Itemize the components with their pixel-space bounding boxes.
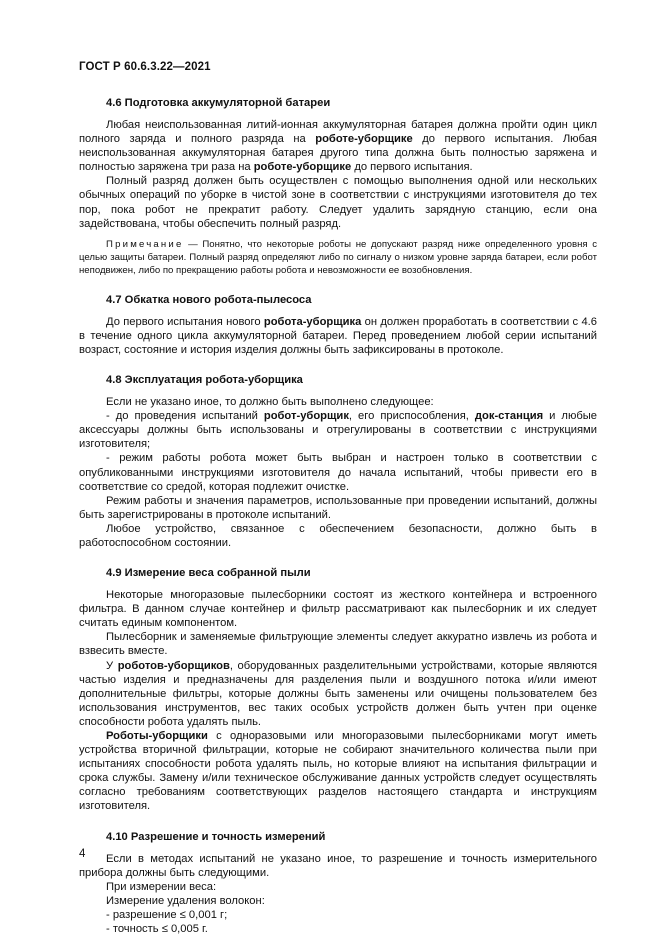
- document-code-header: ГОСТ Р 60.6.3.22—2021: [79, 61, 211, 73]
- paragraph: Если в методах испытаний не указано иное, то разрешение и точность измерительного прибора должны быть следующими.: [79, 852, 597, 879]
- section-4-6: [79, 96, 597, 277]
- paragraph: Измерение удаления волокон:: [106, 894, 265, 907]
- list-item: - точность ≤ 0,005 г.: [106, 923, 208, 936]
- paragraph: При измерении веса:: [106, 880, 217, 893]
- paragraph: Пылесборник и заменяемые фильтрующие элементы следует аккуратно извлечь из робота и взвесить вместе.: [79, 631, 597, 658]
- section-4-7: [79, 293, 597, 357]
- paragraph: До первого испытания нового робота-уборщика он должен проработать в соответствии с 4.6 в течение одного цикла аккумуляторной батареи. Перед проведением любой серии испытаний возраст, состояние и история изделия должны быть зафиксированы в протоколе.: [79, 315, 597, 356]
- section-4-8: [79, 373, 597, 550]
- section-heading: 4.10 Разрешение и точность измерений: [106, 830, 326, 843]
- paragraph: Роботы-уборщики с одноразовыми или многоразовыми пылесборниками могут иметь устройства вторичной фильтрации, которые не собирают значительного количества пыли при испытаниях способности робота удалять пыль, но которые влияют на испытания фильтрации и срока службы. Замену и/или техническое обслуживание данных устройств следует осуществлять согласно требованиям соответствующих разделов настоящего стандарта и инструкциям изготовителя.: [79, 730, 597, 813]
- paragraph: Режим работы и значения параметров, использованные при проведении испытаний, должны быть зарегистрированы в протоколе испытаний.: [79, 494, 597, 521]
- page-content: [79, 96, 597, 945]
- paragraph: Если не указано иное, то должно быть выполнено следующее:: [106, 396, 434, 409]
- section-heading: 4.9 Измерение веса собранной пыли: [106, 567, 311, 580]
- page-number: 4: [79, 848, 86, 860]
- list-item: - до проведения испытаний робот-уборщик, его приспособления, док-станция и любые аксессуары должны быть использованы и отрегулированы в соответствии с инструкциями изготовителя;: [79, 410, 597, 451]
- list-item: - режим работы робота может быть выбран и настроен только в соответствии с опубликованными инструкциями изготовителя до начала испытаний, чтобы привести его в соответствие со средой, которая подлежит очистке.: [79, 452, 597, 493]
- section-heading: 4.7 Обкатка нового робота-пылесоса: [106, 293, 312, 306]
- paragraph: Некоторые многоразовые пылесборники состоят из жесткого контейнера и встроенного фильтра. В данном случае контейнер и фильтр рассматривают как пылесборник и их следует считать единым компонентом.: [79, 589, 597, 630]
- note-label: Примечание: [106, 238, 184, 250]
- section-heading: 4.8 Эксплуатация робота-уборщика: [106, 374, 303, 387]
- paragraph: Любая неиспользованная литий-ионная аккумуляторная батарея должна пройти один цикл полного заряда и полного разряда на роботе-уборщике до первого испытания. Любая неиспользованная аккумуляторная батарея другого типа должна быть полностью заряжена и полностью заряжена три раза на роботе-уборщике до первого испытания.: [79, 119, 597, 174]
- paragraph: Полный разряд должен быть осуществлен с помощью выполнения одной или нескольких обычных операций по уборке в чистой зоне в соответствии с инструкциями изготовителя до тех пор, пока робот не прекратит работу. Следует удалить зарядную станцию, если она задействована, чтобы обеспечить полный разряд.: [79, 175, 597, 230]
- paragraph: Любое устройство, связанное с обеспечением безопасности, должно быть в работоспособном состоянии.: [79, 522, 597, 549]
- list-item: - разрешение ≤ 0,001 г;: [106, 908, 228, 921]
- section-heading: 4.6 Подготовка аккумуляторной батареи: [106, 97, 331, 109]
- paragraph: У роботов-уборщиков, оборудованных разделительными устройствами, которые являются частью изделия и предназначены для разделения пыли и воздушного потока и/или имеют дополнительные фильтры, которые должны быть заменены или очищены пользователем без использования инструментов, вес таких особых устройств должен быть учтен при оценке способности робота удалять пыль.: [79, 659, 597, 728]
- note: Примечание — Понятно, что некоторые роботы не допускают разряд ниже определенного уровня с целью защиты батареи. Полный разряд определяют либо по сигналу о низком уровне заряда батареи, если робот неподвижен, либо по прекращению работы робота и невозможности ее возобновления.: [79, 238, 597, 276]
- section-4-9: [79, 566, 597, 814]
- section-4-10: [79, 830, 597, 937]
